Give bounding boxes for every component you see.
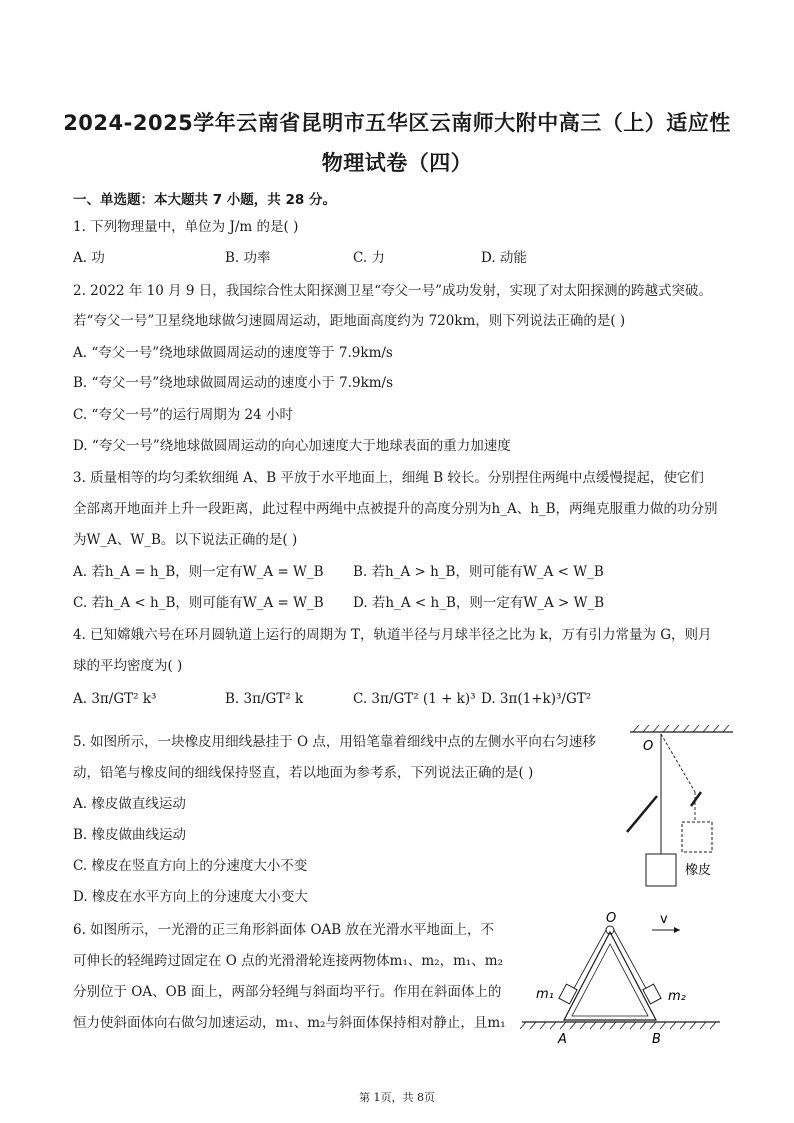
q2-line2: 若“夸父一号”卫星绕地球做匀速圆周运动，距地面高度约为 720km，则下列说法正确的是( ) [73,313,626,329]
string-dashed [661,734,695,792]
q5-figure [625,722,735,892]
q6-line3: 分别位于 OA、OB 面上，两部分轻绳与斜面均平行。作用在斜面体上的 [73,984,502,1000]
velocity-label: v [660,912,668,927]
q3-line2: 全部离开地面并上升一段距离，此过程中两绳中点被提升的高度分别为h_A、h_B，两绳克服重力做的功分别 [73,501,718,517]
q5-line1: 5. 如图所示，一块橡皮用细线悬挂于 O 点，用铅笔靠着细线中点的左侧水平向右匀速移 [73,734,596,750]
q3-option-c: C. 若h_A < h_B，则可能有W_A = W_B [73,595,324,611]
q3-option-d: D. 若h_A < h_B，则一定有W_A > W_B [353,595,605,611]
q4-line2: 球的平均密度为( ) [73,658,183,674]
q4-option-c: C. 3π/GT² (1 + k)³ [353,691,476,707]
exam-title-line1: 2024-2025学年云南省昆明市五华区云南师大附中高三（上）适应性 [63,111,731,135]
eraser-box-dashed [682,822,712,852]
section-heading: 一、单选题：本大题共 7 小题，共 28 分。 [73,192,336,208]
q2-option-a: A. “夸父一号”绕地球做圆周运动的速度等于 7.9km/s [73,345,393,361]
q3-option-b: B. 若h_A > h_B，则可能有W_A < W_B [353,564,604,580]
q6-line4: 恒力使斜面体向右做匀加速运动，m₁、m₂与斜面体保持相对静止，且m₁ [73,1015,506,1031]
q5-option-a: A. 橡皮做直线运动 [73,796,186,812]
page-footer: 第 1页，共 8页 [359,1091,435,1104]
q5-option-b: B. 橡皮做曲线运动 [73,827,187,843]
q4-option-d: D. 3π(1+k)³/GT² [481,691,592,707]
q5-option-d: D. 橡皮在水平方向上的分速度大小变大 [73,889,308,905]
point-a-label: A [558,1032,567,1047]
q4-option-b: B. 3π/GT² k [225,691,304,707]
q1-option-b: B. 功率 [225,250,271,266]
point-o-label: O [643,739,654,754]
q5-option-c: C. 橡皮在竖直方向上的分速度大小不变 [73,858,308,874]
m1-label: m₁ [536,987,554,1002]
q3-option-a: A. 若h_A = h_B，则一定有W_A = W_B [73,564,324,580]
ceiling-hatching [633,725,729,732]
triangle-inner [572,944,648,1016]
q1-option-a: A. 功 [73,250,105,266]
eraser-caption: 橡皮 [685,863,712,878]
q6-line1: 6. 如图所示，一光滑的正三角形斜面体 OAB 放在光滑水平地面上，不 [73,922,494,938]
q1-option-c: C. 力 [353,250,385,266]
eraser-box [646,854,676,886]
point-o-label: O [606,911,617,926]
q5-line2: 动，铅笔与橡皮间的细线保持竖直，若以地面为参考系，下列说法正确的是( ) [73,765,534,781]
q6-figure [520,908,725,1068]
q4-option-a: A. 3π/GT² k³ [73,691,157,707]
q6-line2: 可伸长的轻绳跨过固定在 O 点的光滑滑轮连接两物体m₁、m₂，m₁、m₂ [73,953,504,969]
q1-stem: 1. 下列物理量中，单位为 J/m 的是( ) [73,219,299,235]
velocity-arrowhead [674,927,680,933]
exam-title-line2: 物理试卷（四） [321,151,473,175]
pencil-right [691,792,701,806]
triangle-outer [564,932,656,1020]
ground-hatching [520,1022,716,1029]
q3-line3: 为W_A、W_B。以下说法正确的是( ) [73,532,298,548]
q2-option-c: C. “夸父一号”的运行周期为 24 小时 [73,407,293,423]
pencil-left [627,796,657,832]
m2-label: m₂ [668,989,686,1004]
q1-option-d: D. 动能 [481,250,527,266]
q2-option-b: B. “夸父一号”绕地球做圆周运动的速度小于 7.9km/s [73,375,394,391]
q2-option-d: D. “夸父一号”绕地球做圆周运动的向心加速度大于地球表面的重力加速度 [73,438,511,454]
q2-line1: 2. 2022 年 10 月 9 日，我国综合性太阳探测卫星“夸父一号”成功发射，实现了对太阳探测的跨越式突破。 [73,283,713,299]
q4-line1: 4. 已知嫦娥六号在环月圆轨道上运行的周期为 T，轨道半径与月球半径之比为 k，万有引力常量为 G，则月 [73,627,712,643]
point-b-label: B [652,1032,661,1047]
q3-line1: 3. 质量相等的均匀柔软细绳 A、B 平放于水平地面上，细绳 B 较长。分别捏住两绳中点缓慢提起，使它们 [73,470,704,486]
